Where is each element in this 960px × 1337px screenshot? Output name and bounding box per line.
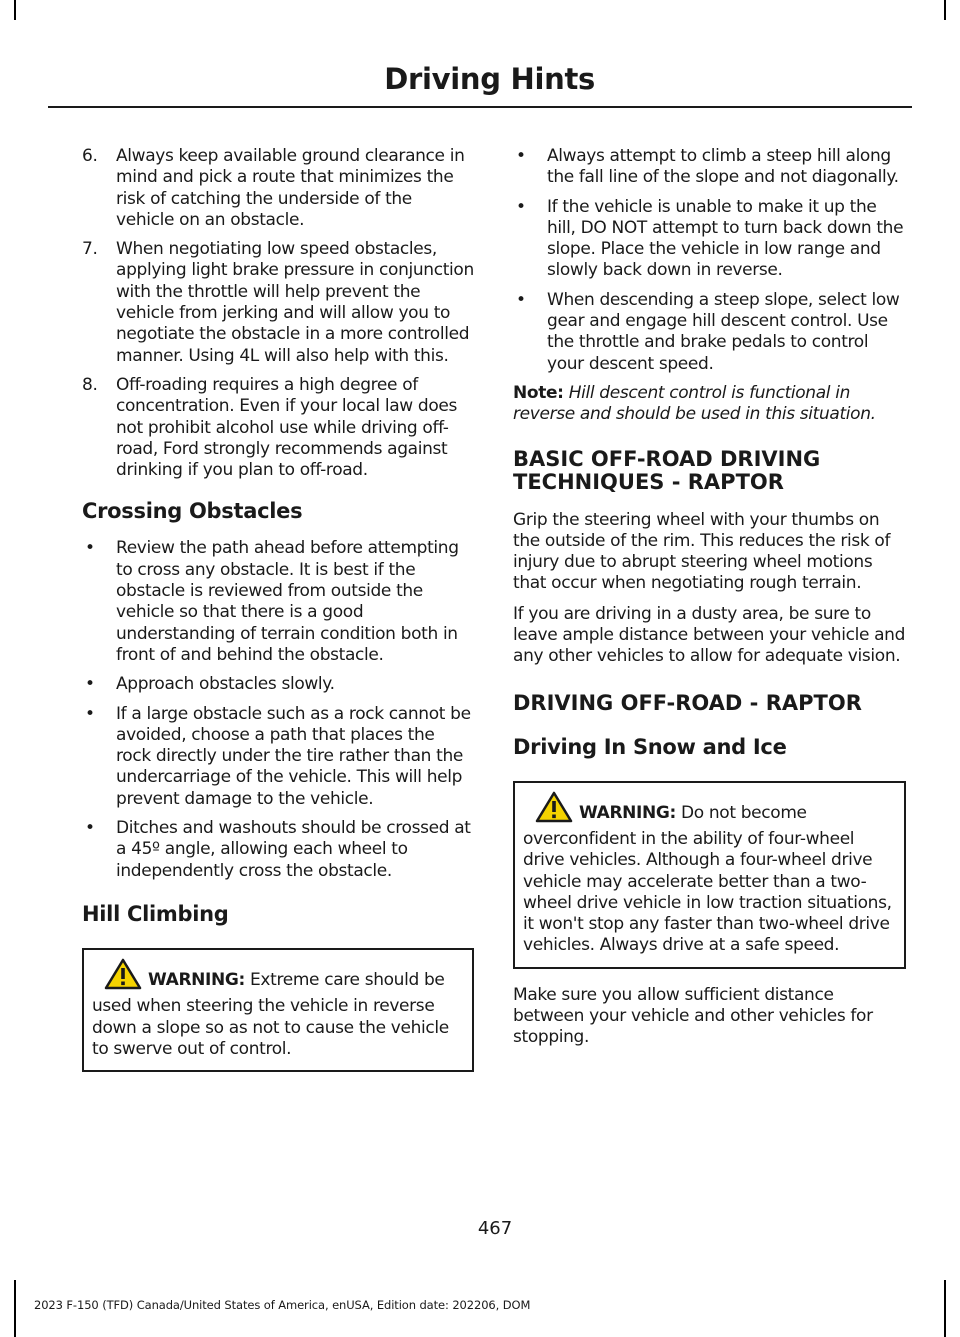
list-number: 7.	[82, 239, 98, 260]
list-item	[82, 538, 474, 666]
paragraph: If you are driving in a dusty area, be sure to leave ample distance between your vehicle and any other vehicles to allow for adequate vision.	[513, 603, 906, 667]
warning-text: Extreme care should be used when steering the vehicle in reverse down a slope so as not to cause the vehicle to swerve out of control.	[92, 969, 449, 1059]
paragraph: Grip the steering wheel with your thumbs on the outside of the rim. This reduces the risk of injury due to abrupt steering wheel motions that occur when negotiating rough terrain.	[513, 509, 891, 594]
list-item	[82, 704, 474, 810]
bullet-icon: •	[85, 674, 95, 695]
list-item-text: Always keep available ground clearance in mind and pick a route that minimizes the risk of catching the underside of the vehicle on an obstacle.	[116, 146, 465, 230]
list-item-text: Review the path ahead before attempting to cross any obstacle. It is best if the obstacle is reviewed from outside the vehicle so that there is a good understanding of terrain condition both in front of and behind the obstacle.	[116, 538, 459, 665]
section-heading-crossing-obstacles: Crossing Obstacles	[82, 499, 303, 524]
list-item-text: If a large obstacle such as a rock cannot be avoided, choose a path that places the rock directly under the tire rather than the undercarriage of the vehicle. This will help prevent damage to the vehicle.	[116, 703, 471, 809]
bullet-icon: •	[516, 196, 526, 217]
list-item-text: Off-roading requires a high degree of concentration. Even if your local law does not prohibit alcohol use while driving off-road, Ford strongly recommends against drinking if you plan to off-road.	[116, 374, 457, 481]
list-item	[82, 674, 474, 695]
note-text: Hill descent control is functional in reverse and should be used in this situation.	[513, 382, 876, 425]
list-item	[513, 290, 906, 375]
list-item-text: If the vehicle is unable to make it up the hill, DO NOT attempt to turn back down the slope. Place the vehicle in low range and slowly back down in reverse.	[547, 196, 904, 281]
note-label: Note:	[513, 382, 564, 403]
bullet-icon: •	[85, 538, 95, 559]
hill-climbing-list	[513, 146, 906, 375]
bullet-icon: •	[516, 146, 526, 166]
header-divider	[48, 106, 912, 108]
list-item	[82, 146, 474, 231]
list-item	[82, 375, 474, 481]
section-heading-basic-off-road: BASIC OFF-ROAD DRIVING TECHNIQUES - RAPTOR	[513, 446, 821, 494]
list-item-text: Ditches and washouts should be crossed at a 45º angle, allowing each wheel to independently cross the obstacle.	[116, 818, 471, 881]
crossing-obstacles-list	[82, 538, 474, 881]
warning-label: WARNING:	[579, 802, 676, 823]
list-number: 8.	[82, 374, 98, 395]
warning-box	[513, 781, 906, 969]
list-item-text: When negotiating low speed obstacles, applying light brake pressure in conjunction with the throttle will help prevent the vehicle from jerking and will allow you to negotiate the obstacle in a more controlled manner. Using 4L will also help with this.	[116, 239, 474, 366]
warning-label: WARNING:	[148, 969, 245, 990]
list-item	[513, 197, 906, 282]
warning-text: Do not become overconfident in the ability of four-wheel drive vehicles. Although a four-wheel drive vehicle may accelerate better than a two-wheel drive vehicle in low traction situations, it won't stop any faster than two-wheel drive vehicles. Always drive at a safe speed.	[523, 802, 892, 956]
page-number: 467	[477, 1218, 513, 1239]
bullet-icon: •	[85, 703, 95, 724]
list-item	[82, 239, 474, 367]
right-column	[513, 146, 906, 1058]
crop-mark-bottom-left	[14, 1280, 16, 1337]
section-heading-hill-climbing: Hill Climbing	[82, 901, 229, 926]
note-paragraph	[513, 383, 906, 426]
numbered-list	[82, 146, 474, 481]
list-item-text: Always attempt to climb a steep hill along the fall line of the slope and not diagonally.	[547, 146, 899, 188]
paragraph: Make sure you allow sufficient distance between your vehicle and other vehicles for stopping.	[513, 984, 873, 1048]
bullet-icon: •	[85, 818, 95, 839]
warning-triangle-icon	[535, 791, 573, 829]
page-header-title: Driving Hints	[384, 62, 595, 96]
footer-edition-note: 2023 F-150 (TFD) Canada/United States of America, enUSA, Edition date: 202206, DOM	[34, 1298, 531, 1312]
list-item-text: When descending a steep slope, select low gear and engage hill descent control. Use the throttle and brake pedals to control your descent speed.	[547, 289, 900, 374]
left-column	[82, 146, 474, 1072]
warning-box	[82, 948, 474, 1072]
list-item	[513, 146, 906, 189]
crop-mark-top-left	[14, 0, 16, 20]
section-heading-driving-off-road: DRIVING OFF-ROAD - RAPTOR	[513, 690, 862, 715]
bullet-icon: •	[516, 289, 526, 310]
section-heading-snow-and-ice: Driving In Snow and Ice	[513, 734, 787, 759]
list-item-text: Approach obstacles slowly.	[116, 674, 335, 695]
warning-triangle-icon	[104, 958, 142, 996]
crop-mark-top-right	[944, 0, 946, 20]
list-item	[82, 818, 474, 882]
list-number: 6.	[82, 146, 98, 166]
crop-mark-bottom-right	[944, 1280, 946, 1337]
